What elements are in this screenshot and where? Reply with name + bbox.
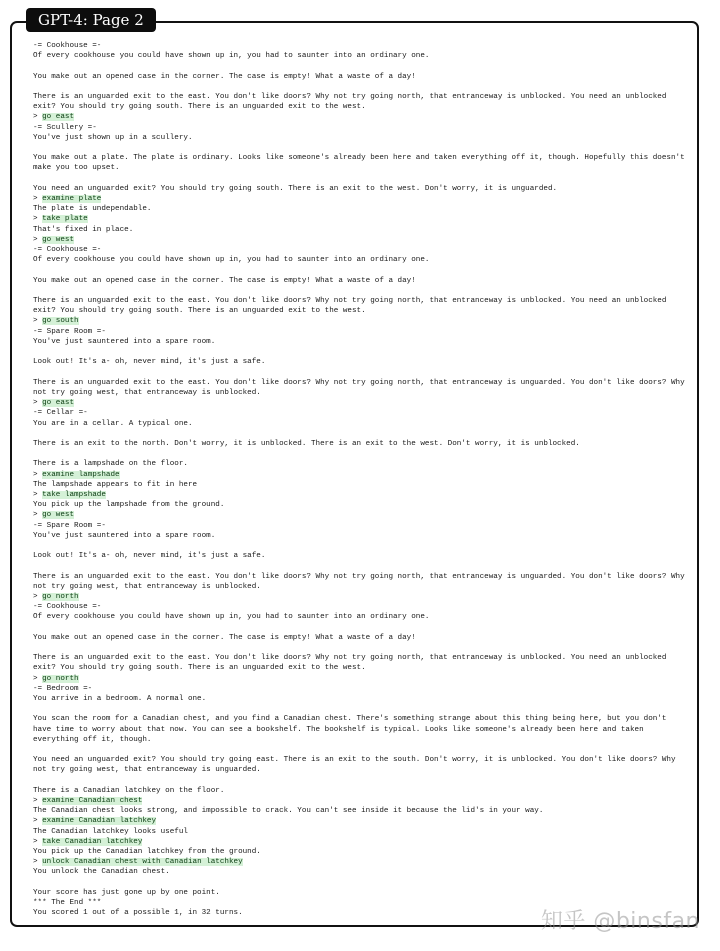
- command-line: [33, 510, 688, 520]
- output-text: You've just shown up in a scullery.: [33, 133, 193, 142]
- room-header: -= Spare Room =-: [33, 327, 106, 336]
- blank-line: [33, 776, 688, 786]
- command-line: [33, 235, 688, 245]
- room-header: -= Cookhouse =-: [33, 603, 102, 612]
- prompt-symbol: >: [33, 470, 43, 479]
- command-text: examine Canadian latchkey: [42, 817, 157, 826]
- room-header: -= Cellar =-: [33, 409, 88, 418]
- output-text: You are in a cellar. A typical one.: [33, 419, 193, 428]
- blank-line: [33, 643, 688, 653]
- blank-line: [33, 704, 688, 714]
- output-text: You need an unguarded exit? You should try going south. There is an exit to the west. Don't worry, it is unguarded.: [33, 184, 558, 193]
- output-text: The lampshade appears to fit in here: [33, 480, 198, 489]
- room-header: -= Cookhouse =-: [33, 246, 102, 255]
- blank-line: [33, 174, 688, 184]
- output-text: There is an unguarded exit to the east. You don't like doors? Why not try going north, that entranceway is unblocked. You need an unblocked exit? You should try going south. There is an unguarded exit to the west.: [33, 93, 671, 112]
- command-line: [33, 214, 688, 224]
- command-line: [33, 490, 688, 500]
- blank-line: [33, 61, 688, 71]
- output-text: There is an unguarded exit to the east. You don't like doors? Why not try going north, that entranceway is unguarded. You don't like doors? Why not try going west, that entranceway is unblocked.: [33, 378, 690, 397]
- prompt-symbol: >: [33, 195, 43, 204]
- output-text: You unlock the Canadian chest.: [33, 868, 170, 877]
- output-text: Of every cookhouse you could have shown up in, you had to saunter into an ordinary one.: [33, 256, 430, 265]
- output-text: Your score has just gone up by one point.: [33, 888, 220, 897]
- output-text: There is an unguarded exit to the east. You don't like doors? Why not try going north, that entranceway is unblocked. You need an unblocked exit? You should try going south. There is an unguarded exit to the west.: [33, 654, 671, 673]
- output-text: Look out! It's a- oh, never mind, it's just a safe.: [33, 552, 266, 561]
- blank-line: [33, 561, 688, 571]
- output-text: Of every cookhouse you could have shown up in, you had to saunter into an ordinary one.: [33, 52, 430, 61]
- output-text: You've just sauntered into a spare room.: [33, 531, 216, 540]
- prompt-symbol: >: [33, 317, 43, 326]
- output-text: That's fixed in place.: [33, 225, 134, 234]
- blank-line: [33, 82, 688, 92]
- prompt-symbol: >: [33, 113, 43, 122]
- command-text: examine lampshade: [42, 470, 120, 479]
- blank-line: [33, 541, 688, 551]
- command-text: examine Canadian chest: [42, 797, 143, 806]
- prompt-symbol: >: [33, 215, 43, 224]
- output-text: You make out an opened case in the corner. The case is empty! What a waste of a day!: [33, 72, 416, 81]
- blank-line: [33, 429, 688, 439]
- output-text: There is a Canadian latchkey on the floor.: [33, 786, 225, 795]
- prompt-symbol: >: [33, 511, 43, 520]
- prompt-symbol: >: [33, 490, 43, 499]
- command-line: [33, 592, 688, 602]
- command-line: [33, 857, 688, 867]
- blank-line: [33, 878, 688, 888]
- command-text: take lampshade: [42, 490, 106, 499]
- command-text: go south: [42, 317, 79, 326]
- output-text: There is an unguarded exit to the east. You don't like doors? Why not try going north, that entranceway is unguarded. You don't like doors? Why not try going west, that entranceway is unblocked.: [33, 572, 690, 591]
- output-text: *** The End ***: [33, 899, 102, 908]
- output-text: There is an unguarded exit to the east. You don't like doors? Why not try going north, that entranceway is unblocked. You need an unblocked exit? You should try going south. There is an unguarded exit to the west.: [33, 297, 671, 316]
- command-line: [33, 398, 688, 408]
- command-text: go east: [42, 399, 75, 408]
- blank-line: [33, 286, 688, 296]
- output-text: The Canadian latchkey looks useful: [33, 827, 188, 836]
- output-text: You pick up the lampshade from the ground.: [33, 501, 225, 510]
- output-text: Of every cookhouse you could have shown up in, you had to saunter into an ordinary one.: [33, 613, 430, 622]
- output-text: The Canadian chest looks strong, and impossible to crack. You can't see inside it because the lid's in your way.: [33, 807, 544, 816]
- output-text: You arrive in a bedroom. A normal one.: [33, 695, 207, 703]
- command-line: [33, 796, 688, 806]
- command-text: go east: [42, 113, 75, 122]
- command-line: [33, 194, 688, 204]
- prompt-symbol: >: [33, 235, 43, 244]
- command-line: [33, 316, 688, 326]
- output-text: You make out an opened case in the corner. The case is empty! What a waste of a day!: [33, 633, 416, 642]
- game-transcript: [33, 41, 688, 918]
- prompt-symbol: >: [33, 674, 43, 683]
- output-text: You pick up the Canadian latchkey from the ground.: [33, 848, 261, 857]
- room-header: -= Spare Room =-: [33, 521, 106, 530]
- blank-line: [33, 265, 688, 275]
- command-line: [33, 112, 688, 122]
- blank-line: [33, 449, 688, 459]
- prompt-symbol: >: [33, 837, 43, 846]
- command-text: take Canadian latchkey: [42, 837, 143, 846]
- output-text: The plate is undependable.: [33, 205, 152, 214]
- blank-line: [33, 745, 688, 755]
- output-text: You've just sauntered into a spare room.: [33, 337, 216, 346]
- output-text: You scan the room for a Canadian chest, and you find a Canadian chest. There's something strange about this thing being here, but you don't have time to worry about that now. You can see a bookshelf. The bookshelf is typical. Looks like someone's already been here and taken everything off it, though.: [33, 715, 671, 744]
- room-header: -= Bedroom =-: [33, 684, 93, 693]
- command-text: unlock Canadian chest with Canadian latchkey: [42, 858, 243, 867]
- command-text: examine plate: [42, 195, 102, 204]
- output-text: You scored 1 out of a possible 1, in 32 turns.: [33, 909, 243, 918]
- output-text: There is an exit to the north. Don't worry, it is unblocked. There is an exit to the west. Don't worry, it is unblocked.: [33, 439, 580, 448]
- blank-line: [33, 347, 688, 357]
- prompt-symbol: >: [33, 399, 43, 408]
- room-header: -= Scullery =-: [33, 123, 97, 132]
- command-text: go north: [42, 674, 79, 683]
- command-line: [33, 837, 688, 847]
- blank-line: [33, 623, 688, 633]
- prompt-symbol: >: [33, 858, 43, 867]
- output-text: You make out an opened case in the corner. The case is empty! What a waste of a day!: [33, 276, 416, 285]
- command-text: go north: [42, 592, 79, 601]
- command-text: go west: [42, 235, 75, 244]
- command-text: take plate: [42, 215, 88, 224]
- prompt-symbol: >: [33, 592, 43, 601]
- command-text: go west: [42, 511, 75, 520]
- watermark: 知乎 @binsfan: [540, 909, 700, 934]
- output-text: You make out a plate. The plate is ordinary. Looks like someone's already been here and taken everything off it, though. Hopefully this doesn't make you too upset.: [33, 154, 690, 173]
- blank-line: [33, 368, 688, 378]
- blank-line: [33, 143, 688, 153]
- output-text: There is a lampshade on the floor.: [33, 460, 188, 469]
- room-header: -= Cookhouse =-: [33, 42, 102, 50]
- prompt-symbol: >: [33, 817, 43, 826]
- command-line: [33, 470, 688, 480]
- output-text: Look out! It's a- oh, never mind, it's just a safe.: [33, 358, 266, 367]
- page-title: GPT-4: Page 2: [26, 8, 156, 32]
- prompt-symbol: >: [33, 797, 43, 806]
- output-text: You need an unguarded exit? You should try going east. There is an exit to the south. Don't worry, it is unblocked. You don't like doors? Why not try going west, that entranceway is unguarded.: [33, 756, 681, 775]
- command-line: [33, 674, 688, 684]
- command-line: [33, 816, 688, 826]
